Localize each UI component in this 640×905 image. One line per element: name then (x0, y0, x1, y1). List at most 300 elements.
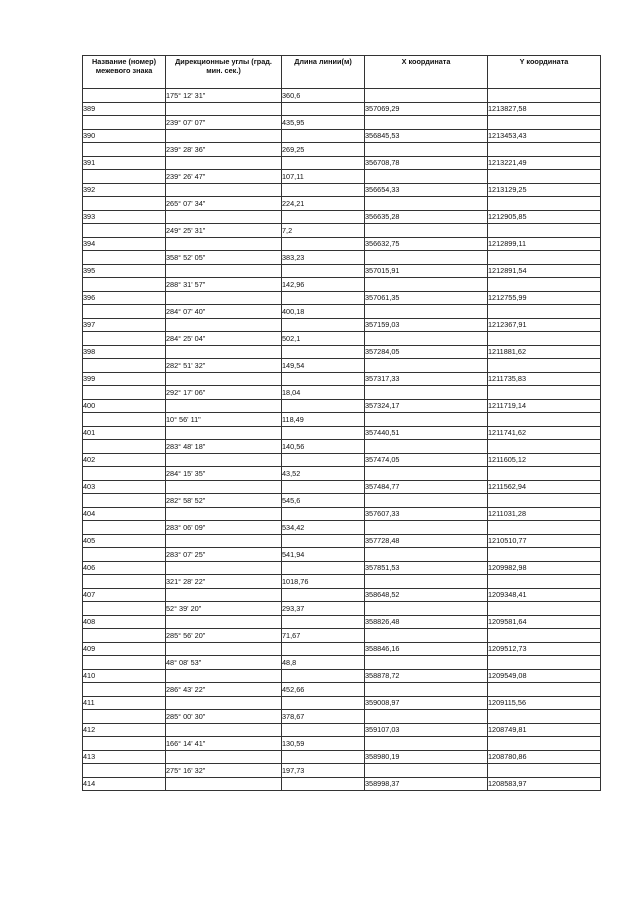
mark-name-cell: 393 (83, 210, 166, 224)
direction-angle-cell: 166° 14' 41" (166, 737, 282, 751)
direction-angle-cell (166, 237, 282, 251)
line-length-cell (282, 642, 365, 656)
direction-angle-cell: 48° 08' 53" (166, 656, 282, 670)
x-coordinate-cell (365, 224, 488, 238)
x-coordinate-cell: 359008,97 (365, 696, 488, 710)
table-row (83, 116, 601, 130)
x-coordinate-cell: 357324,17 (365, 399, 488, 413)
line-length-cell: 400,18 (282, 305, 365, 319)
mark-name-cell: 411 (83, 696, 166, 710)
y-coordinate-cell (488, 386, 601, 400)
table-row (83, 318, 601, 332)
x-coordinate-cell (365, 413, 488, 427)
y-coordinate-cell: 1211881,62 (488, 345, 601, 359)
table-row (83, 251, 601, 265)
table-row (83, 156, 601, 170)
y-coordinate-cell: 1213221,49 (488, 156, 601, 170)
direction-angle-cell: 10° 56' 11" (166, 413, 282, 427)
x-coordinate-cell (365, 575, 488, 589)
x-coordinate-cell (365, 656, 488, 670)
direction-angle-cell (166, 372, 282, 386)
y-coordinate-cell (488, 143, 601, 157)
y-coordinate-cell (488, 116, 601, 130)
table-row (83, 764, 601, 778)
table-row (83, 89, 601, 103)
line-length-cell: 224,21 (282, 197, 365, 211)
direction-angle-cell (166, 291, 282, 305)
direction-angle-cell: 239° 07' 07" (166, 116, 282, 130)
mark-name-cell: 389 (83, 102, 166, 116)
header-line-length: Длина линии(м) (282, 56, 365, 89)
y-coordinate-cell: 1210510,77 (488, 534, 601, 548)
direction-angle-cell (166, 696, 282, 710)
y-coordinate-cell (488, 602, 601, 616)
line-length-cell (282, 264, 365, 278)
direction-angle-cell: 265° 07' 34" (166, 197, 282, 211)
line-length-cell (282, 345, 365, 359)
direction-angle-cell (166, 534, 282, 548)
y-coordinate-cell: 1209581,64 (488, 615, 601, 629)
mark-name-cell: 399 (83, 372, 166, 386)
x-coordinate-cell: 357159,03 (365, 318, 488, 332)
y-coordinate-cell (488, 494, 601, 508)
x-coordinate-cell: 357284,05 (365, 345, 488, 359)
y-coordinate-cell (488, 89, 601, 103)
mark-name-cell (83, 629, 166, 643)
x-coordinate-cell (365, 764, 488, 778)
table-row (83, 534, 601, 548)
x-coordinate-cell: 356708,78 (365, 156, 488, 170)
y-coordinate-cell (488, 413, 601, 427)
line-length-cell (282, 561, 365, 575)
x-coordinate-cell: 357484,77 (365, 480, 488, 494)
y-coordinate-cell (488, 224, 601, 238)
y-coordinate-cell: 1213453,43 (488, 129, 601, 143)
x-coordinate-cell: 358878,72 (365, 669, 488, 683)
y-coordinate-cell: 1208749,81 (488, 723, 601, 737)
table-row (83, 507, 601, 521)
table-row (83, 548, 601, 562)
direction-angle-cell (166, 615, 282, 629)
line-length-cell: 107,11 (282, 170, 365, 184)
table-row (83, 426, 601, 440)
direction-angle-cell (166, 723, 282, 737)
table-row (83, 278, 601, 292)
mark-name-cell (83, 386, 166, 400)
direction-angle-cell (166, 480, 282, 494)
direction-angle-cell: 275° 16' 32" (166, 764, 282, 778)
direction-angle-cell (166, 210, 282, 224)
line-length-cell (282, 129, 365, 143)
table-row (83, 453, 601, 467)
x-coordinate-cell (365, 278, 488, 292)
y-coordinate-cell: 1209348,41 (488, 588, 601, 602)
x-coordinate-cell (365, 197, 488, 211)
table-row (83, 642, 601, 656)
mark-name-cell: 407 (83, 588, 166, 602)
mark-name-cell (83, 737, 166, 751)
mark-name-cell (83, 143, 166, 157)
line-length-cell: 18,04 (282, 386, 365, 400)
y-coordinate-cell (488, 548, 601, 562)
line-length-cell: 140,56 (282, 440, 365, 454)
direction-angle-cell (166, 750, 282, 764)
line-length-cell (282, 426, 365, 440)
mark-name-cell (83, 764, 166, 778)
table-row (83, 615, 601, 629)
x-coordinate-cell: 356654,33 (365, 183, 488, 197)
mark-name-cell: 396 (83, 291, 166, 305)
x-coordinate-cell: 357317,33 (365, 372, 488, 386)
table-row (83, 629, 601, 643)
table-row (83, 561, 601, 575)
x-coordinate-cell: 357061,35 (365, 291, 488, 305)
x-coordinate-cell (365, 89, 488, 103)
table-row (83, 183, 601, 197)
y-coordinate-cell: 1211719,14 (488, 399, 601, 413)
direction-angle-cell (166, 399, 282, 413)
x-coordinate-cell (365, 440, 488, 454)
y-coordinate-cell: 1212755,99 (488, 291, 601, 305)
line-length-cell (282, 237, 365, 251)
direction-angle-cell (166, 588, 282, 602)
table-row (83, 143, 601, 157)
mark-name-cell (83, 575, 166, 589)
y-coordinate-cell: 1211605,12 (488, 453, 601, 467)
mark-name-cell (83, 602, 166, 616)
x-coordinate-cell: 359107,03 (365, 723, 488, 737)
line-length-cell: 293,37 (282, 602, 365, 616)
table-row (83, 723, 601, 737)
y-coordinate-cell (488, 359, 601, 373)
x-coordinate-cell (365, 548, 488, 562)
mark-name-cell (83, 710, 166, 724)
mark-name-cell: 402 (83, 453, 166, 467)
mark-name-cell: 404 (83, 507, 166, 521)
line-length-cell (282, 534, 365, 548)
x-coordinate-cell: 358648,52 (365, 588, 488, 602)
coordinates-table (82, 55, 601, 791)
table-row (83, 602, 601, 616)
table-row (83, 210, 601, 224)
mark-name-cell: 392 (83, 183, 166, 197)
line-length-cell (282, 318, 365, 332)
mark-name-cell (83, 548, 166, 562)
mark-name-cell: 390 (83, 129, 166, 143)
table-row (83, 588, 601, 602)
x-coordinate-cell: 358980,19 (365, 750, 488, 764)
line-length-cell: 545,6 (282, 494, 365, 508)
x-coordinate-cell (365, 521, 488, 535)
y-coordinate-cell (488, 170, 601, 184)
mark-name-cell: 412 (83, 723, 166, 737)
table-row (83, 683, 601, 697)
mark-name-cell (83, 251, 166, 265)
y-coordinate-cell (488, 737, 601, 751)
line-length-cell: 1018,76 (282, 575, 365, 589)
x-coordinate-cell (365, 143, 488, 157)
direction-angle-cell: 249° 25' 31" (166, 224, 282, 238)
x-coordinate-cell (365, 710, 488, 724)
header-x-coordinate: X координата (365, 56, 488, 89)
line-length-cell (282, 696, 365, 710)
table-row (83, 413, 601, 427)
line-length-cell (282, 750, 365, 764)
x-coordinate-cell: 357474,05 (365, 453, 488, 467)
table-row (83, 737, 601, 751)
mark-name-cell (83, 494, 166, 508)
table-row (83, 345, 601, 359)
mark-name-cell (83, 683, 166, 697)
direction-angle-cell (166, 129, 282, 143)
x-coordinate-cell: 357440,51 (365, 426, 488, 440)
table-row (83, 305, 601, 319)
line-length-cell (282, 615, 365, 629)
y-coordinate-cell: 1211735,83 (488, 372, 601, 386)
table-row (83, 332, 601, 346)
y-coordinate-cell (488, 521, 601, 535)
direction-angle-cell (166, 453, 282, 467)
table-row (83, 710, 601, 724)
line-length-cell: 541,94 (282, 548, 365, 562)
y-coordinate-cell: 1211562,94 (488, 480, 601, 494)
line-length-cell (282, 777, 365, 791)
y-coordinate-cell: 1209115,56 (488, 696, 601, 710)
line-length-cell: 149,54 (282, 359, 365, 373)
mark-name-cell (83, 197, 166, 211)
line-length-cell (282, 723, 365, 737)
table-row (83, 359, 601, 373)
line-length-cell (282, 291, 365, 305)
y-coordinate-cell: 1212891,54 (488, 264, 601, 278)
table-row (83, 521, 601, 535)
line-length-cell: 360,6 (282, 89, 365, 103)
header-row (83, 56, 601, 89)
line-length-cell: 43,52 (282, 467, 365, 481)
y-coordinate-cell (488, 305, 601, 319)
table-row (83, 777, 601, 791)
direction-angle-cell (166, 507, 282, 521)
y-coordinate-cell: 1211741,62 (488, 426, 601, 440)
header-y-coordinate: Y координата (488, 56, 601, 89)
x-coordinate-cell: 356635,28 (365, 210, 488, 224)
line-length-cell (282, 156, 365, 170)
x-coordinate-cell (365, 467, 488, 481)
x-coordinate-cell (365, 251, 488, 265)
y-coordinate-cell (488, 440, 601, 454)
line-length-cell (282, 210, 365, 224)
direction-angle-cell: 285° 56' 20" (166, 629, 282, 643)
line-length-cell: 383,23 (282, 251, 365, 265)
mark-name-cell: 401 (83, 426, 166, 440)
x-coordinate-cell: 358998,37 (365, 777, 488, 791)
line-length-cell: 130,59 (282, 737, 365, 751)
x-coordinate-cell: 358846,16 (365, 642, 488, 656)
direction-angle-cell: 239° 28' 36" (166, 143, 282, 157)
line-length-cell: 452,66 (282, 683, 365, 697)
mark-name-cell (83, 89, 166, 103)
mark-name-cell (83, 332, 166, 346)
y-coordinate-cell: 1209512,73 (488, 642, 601, 656)
direction-angle-cell (166, 318, 282, 332)
direction-angle-cell: 292° 17' 06" (166, 386, 282, 400)
x-coordinate-cell (365, 629, 488, 643)
line-length-cell: 502,1 (282, 332, 365, 346)
mark-name-cell: 398 (83, 345, 166, 359)
mark-name-cell (83, 170, 166, 184)
x-coordinate-cell: 357607,33 (365, 507, 488, 521)
y-coordinate-cell: 1213129,25 (488, 183, 601, 197)
direction-angle-cell: 358° 52' 05" (166, 251, 282, 265)
x-coordinate-cell (365, 602, 488, 616)
table-row (83, 440, 601, 454)
line-length-cell: 435,95 (282, 116, 365, 130)
table-row (83, 170, 601, 184)
mark-name-cell (83, 440, 166, 454)
mark-name-cell (83, 521, 166, 535)
direction-angle-cell: 284° 25' 04" (166, 332, 282, 346)
direction-angle-cell: 175° 12' 31" (166, 89, 282, 103)
mark-name-cell (83, 413, 166, 427)
y-coordinate-cell: 1209982,98 (488, 561, 601, 575)
y-coordinate-cell (488, 467, 601, 481)
direction-angle-cell (166, 183, 282, 197)
direction-angle-cell (166, 426, 282, 440)
direction-angle-cell (166, 156, 282, 170)
y-coordinate-cell: 1208583,97 (488, 777, 601, 791)
x-coordinate-cell (365, 683, 488, 697)
x-coordinate-cell (365, 170, 488, 184)
direction-angle-cell (166, 345, 282, 359)
mark-name-cell: 405 (83, 534, 166, 548)
mark-name-cell (83, 656, 166, 670)
line-length-cell (282, 480, 365, 494)
x-coordinate-cell (365, 386, 488, 400)
table-row (83, 291, 601, 305)
y-coordinate-cell (488, 251, 601, 265)
table-row (83, 575, 601, 589)
line-length-cell: 378,67 (282, 710, 365, 724)
y-coordinate-cell (488, 332, 601, 346)
table-row (83, 129, 601, 143)
table-row (83, 224, 601, 238)
y-coordinate-cell: 1212367,91 (488, 318, 601, 332)
y-coordinate-cell: 1213827,58 (488, 102, 601, 116)
mark-name-cell: 394 (83, 237, 166, 251)
x-coordinate-cell (365, 359, 488, 373)
direction-angle-cell: 286° 43' 22" (166, 683, 282, 697)
mark-name-cell: 410 (83, 669, 166, 683)
mark-name-cell: 413 (83, 750, 166, 764)
mark-name-cell: 397 (83, 318, 166, 332)
line-length-cell: 7,2 (282, 224, 365, 238)
mark-name-cell: 403 (83, 480, 166, 494)
x-coordinate-cell: 358826,48 (365, 615, 488, 629)
table-row (83, 494, 601, 508)
mark-name-cell (83, 305, 166, 319)
mark-name-cell: 400 (83, 399, 166, 413)
y-coordinate-cell: 1208780,86 (488, 750, 601, 764)
line-length-cell (282, 399, 365, 413)
line-length-cell (282, 372, 365, 386)
x-coordinate-cell: 357728,48 (365, 534, 488, 548)
line-length-cell (282, 453, 365, 467)
x-coordinate-cell: 357015,91 (365, 264, 488, 278)
table-row (83, 467, 601, 481)
direction-angle-cell: 282° 51' 32" (166, 359, 282, 373)
y-coordinate-cell: 1212899,11 (488, 237, 601, 251)
line-length-cell (282, 669, 365, 683)
y-coordinate-cell (488, 683, 601, 697)
direction-angle-cell (166, 102, 282, 116)
line-length-cell: 534,42 (282, 521, 365, 535)
x-coordinate-cell: 357069,29 (365, 102, 488, 116)
direction-angle-cell (166, 642, 282, 656)
direction-angle-cell: 283° 48' 18" (166, 440, 282, 454)
direction-angle-cell: 284° 07' 40" (166, 305, 282, 319)
table-body (83, 89, 601, 791)
line-length-cell (282, 588, 365, 602)
y-coordinate-cell (488, 764, 601, 778)
line-length-cell: 118,49 (282, 413, 365, 427)
x-coordinate-cell (365, 494, 488, 508)
line-length-cell (282, 507, 365, 521)
y-coordinate-cell: 1211031,28 (488, 507, 601, 521)
x-coordinate-cell (365, 737, 488, 751)
line-length-cell: 197,73 (282, 764, 365, 778)
y-coordinate-cell (488, 575, 601, 589)
table-row (83, 696, 601, 710)
y-coordinate-cell (488, 629, 601, 643)
mark-name-cell: 409 (83, 642, 166, 656)
mark-name-cell (83, 278, 166, 292)
y-coordinate-cell (488, 710, 601, 724)
direction-angle-cell: 288° 31' 57" (166, 278, 282, 292)
direction-angle-cell: 239° 26' 47" (166, 170, 282, 184)
mark-name-cell: 414 (83, 777, 166, 791)
x-coordinate-cell (365, 305, 488, 319)
header-direction-angle: Дирекционные углы (град. мин. сек.) (166, 56, 282, 89)
y-coordinate-cell: 1209549,08 (488, 669, 601, 683)
table-row (83, 399, 601, 413)
mark-name-cell: 395 (83, 264, 166, 278)
mark-name-cell: 406 (83, 561, 166, 575)
table-header (83, 56, 601, 89)
x-coordinate-cell: 356632,75 (365, 237, 488, 251)
direction-angle-cell: 321° 28' 22" (166, 575, 282, 589)
table-row (83, 750, 601, 764)
header-mark-name: Название (номер) межевого знака (83, 56, 166, 89)
table-row (83, 197, 601, 211)
direction-angle-cell (166, 264, 282, 278)
direction-angle-cell: 52° 39' 20" (166, 602, 282, 616)
direction-angle-cell (166, 561, 282, 575)
line-length-cell: 71,67 (282, 629, 365, 643)
table-row (83, 669, 601, 683)
mark-name-cell (83, 359, 166, 373)
direction-angle-cell: 283° 06' 09" (166, 521, 282, 535)
table-row (83, 264, 601, 278)
line-length-cell (282, 102, 365, 116)
direction-angle-cell (166, 777, 282, 791)
direction-angle-cell: 285° 00' 30" (166, 710, 282, 724)
line-length-cell: 269,25 (282, 143, 365, 157)
table-row (83, 386, 601, 400)
mark-name-cell (83, 116, 166, 130)
y-coordinate-cell: 1212905,85 (488, 210, 601, 224)
mark-name-cell (83, 224, 166, 238)
x-coordinate-cell (365, 332, 488, 346)
